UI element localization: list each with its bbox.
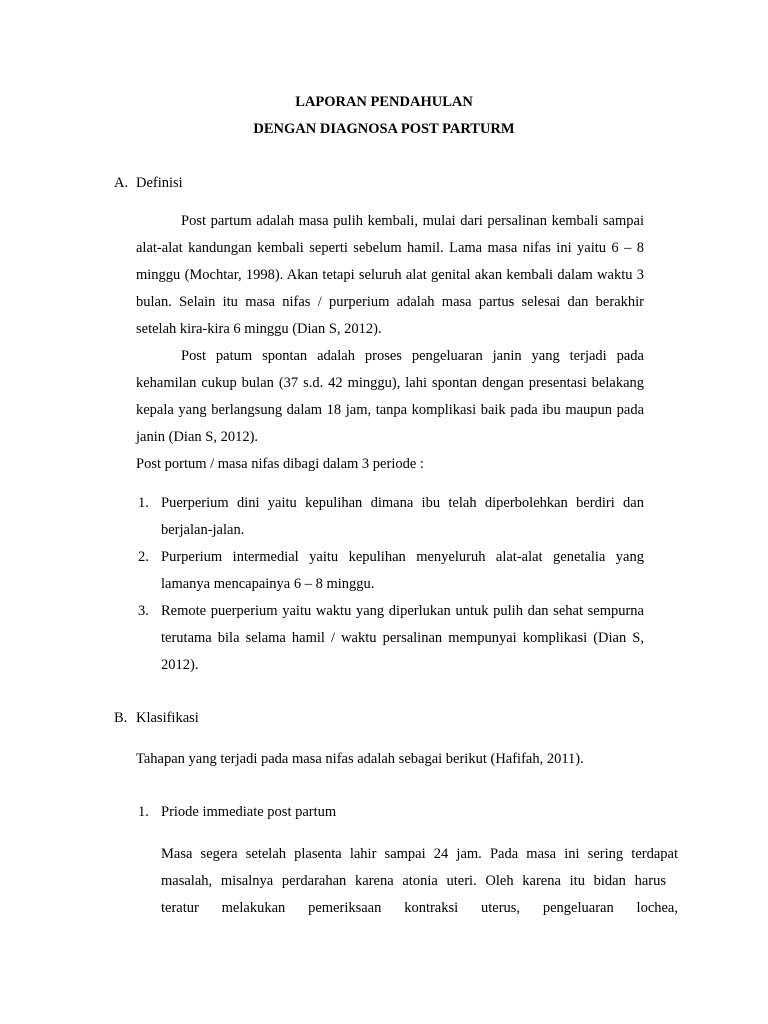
classification-item-1-line-2: masalah, misalnya perdarahan karena atonia uteri. Oleh karena itu bidan harus	[161, 873, 666, 889]
list-item-text: Puerperium dini yaitu kepulihan dimana ibu telah diperbolehkan berdiri dan berjalan-jalan.	[161, 495, 644, 538]
period-list	[136, 490, 644, 679]
classification-intro: Tahapan yang terjadi pada masa nifas adalah sebagai berikut (Hafifah, 2011).	[136, 751, 584, 767]
document-title-line-1: LAPORAN PENDAHULAN	[295, 94, 473, 110]
list-item-text: Purperium intermedial yaitu kepulihan menyeluruh alat-alat genetalia yang lamanya mencapainya 6 – 8 minggu.	[161, 549, 644, 592]
list-item-number: 1.	[138, 495, 149, 511]
definition-paragraph-3: Post portum / masa nifas dibagi dalam 3 periode :	[136, 456, 424, 472]
list-item	[136, 490, 644, 544]
section-b-title: Klasifikasi	[136, 710, 199, 726]
definition-paragraph-2: Post patum spontan adalah proses pengeluaran janin yang terjadi pada kehamilan cukup bulan (37 s.d. 42 minggu), lahi spontan dengan presentasi belakang kepala yang berlangsung dalam 18 jam, tanpa komplikasi baik pada ibu maupun pada janin (Dian S, 2012).	[136, 348, 644, 445]
classification-item-1-line-3: teratur melakukan pemeriksaan kontraksi uterus, pengeluaran lochea,	[161, 900, 678, 916]
classification-item-1-number: 1.	[138, 804, 149, 820]
section-b-heading	[114, 708, 199, 728]
section-a-letter: A.	[114, 175, 129, 191]
classification-item-1-line-1: Masa segera setelah plasenta lahir sampai 24 jam. Pada masa ini sering terdapat	[161, 846, 678, 862]
section-b-letter: B.	[114, 710, 128, 726]
document-title-line-2: DENGAN DIAGNOSA POST PARTURM	[253, 121, 515, 137]
definition-paragraph-1: Post partum adalah masa pulih kembali, mulai dari persalinan kembali sampai alat-alat kandungan kembali seperti sebelum hamil. Lama masa nifas ini yaitu 6 – 8 minggu (Mochtar, 1998). Akan tetapi seluruh alat genital akan kembali dalam waktu 3 bulan. Selain itu masa nifas / purperium adalah masa partus selesai dan berakhir setelah kira-kira 6 minggu (Dian S, 2012).	[136, 213, 644, 337]
list-item	[136, 544, 644, 598]
list-item-text: Remote puerperium yaitu waktu yang diperlukan untuk pulih dan sehat sempurna terutama bila selama hamil / waktu persalinan mempunyai komplikasi (Dian S, 2012).	[161, 603, 644, 673]
section-a-heading	[114, 173, 183, 193]
list-item-number: 3.	[138, 603, 149, 619]
list-item	[136, 598, 644, 679]
list-item-number: 2.	[138, 549, 149, 565]
classification-item-1-title: Priode immediate post partum	[161, 804, 337, 820]
section-a-title: Definisi	[136, 175, 183, 191]
